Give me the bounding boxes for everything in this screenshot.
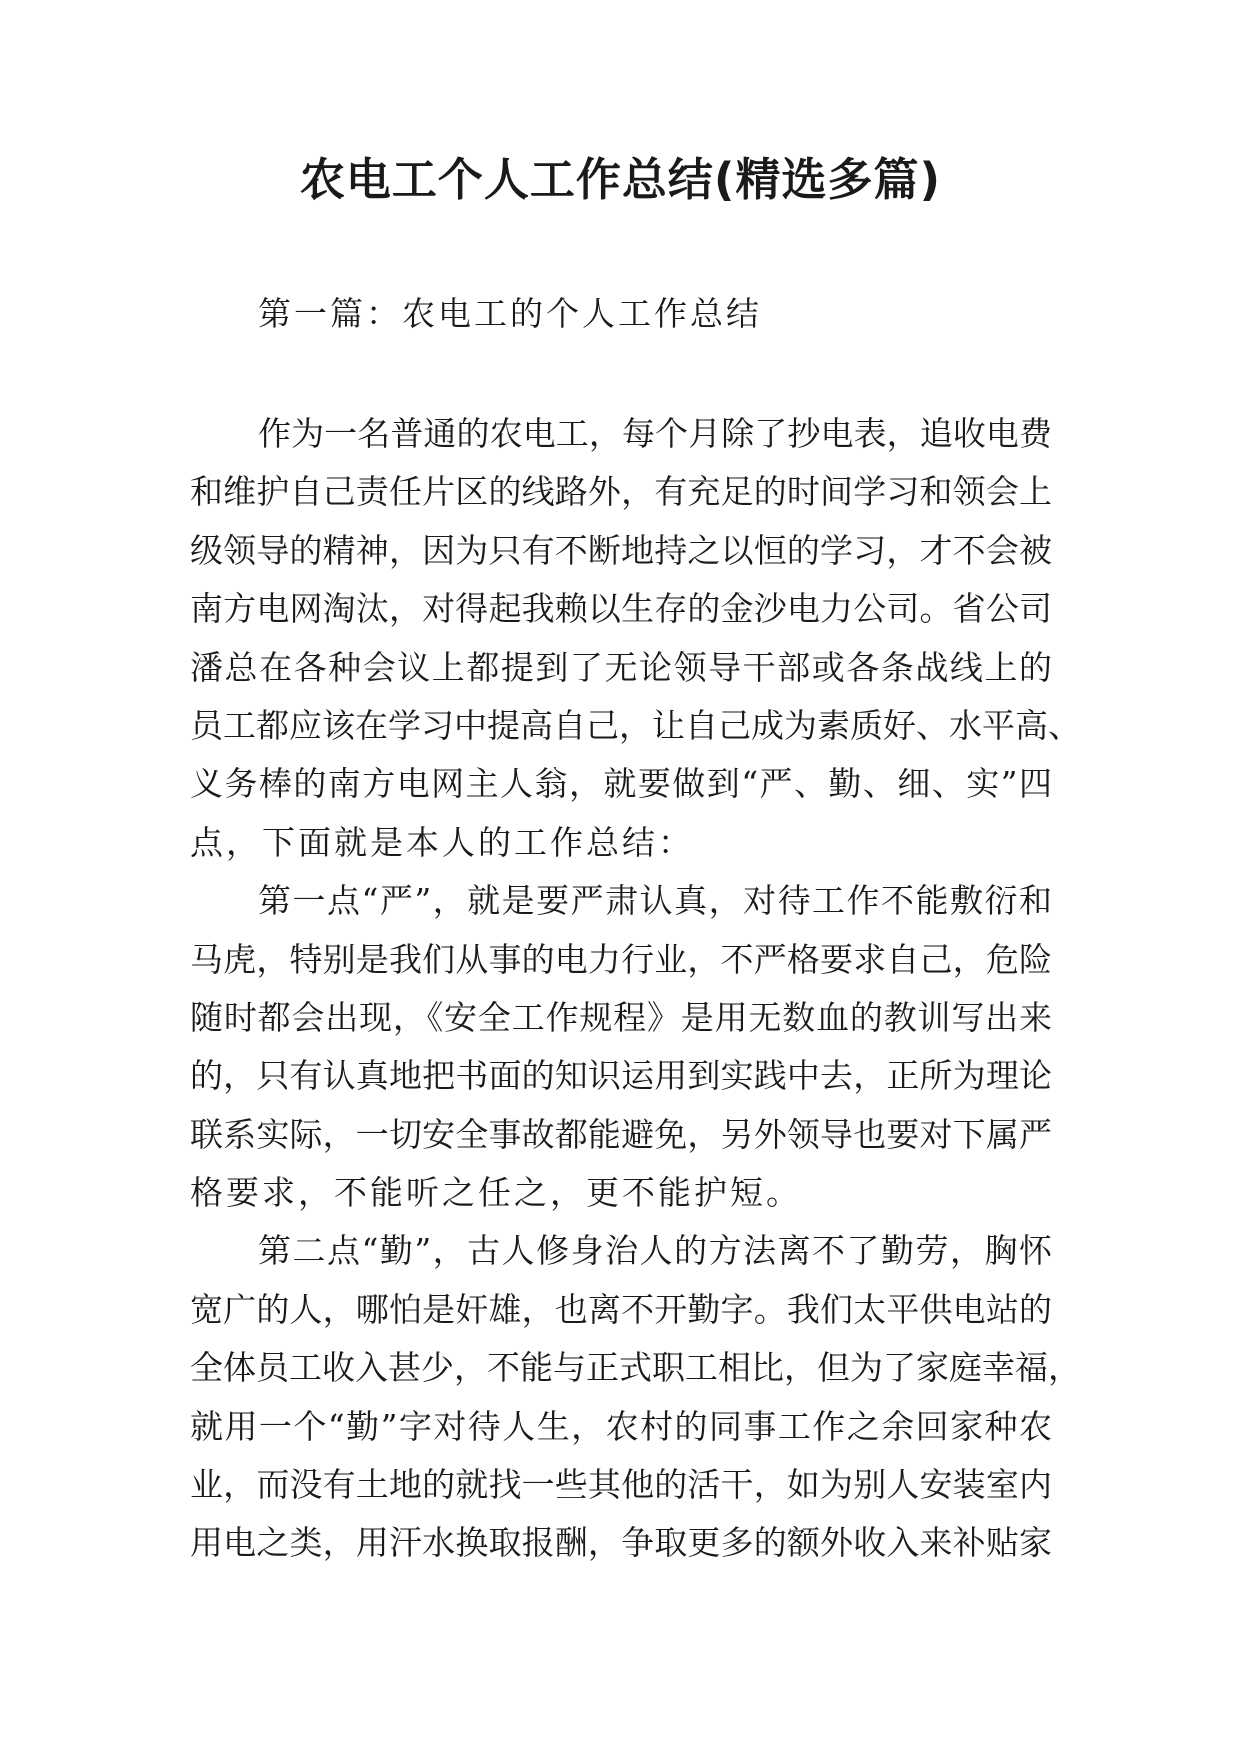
text-line: 级领导的精神，因为只有不断地持之以恒的学习，才不会被 [190,530,1052,570]
text-line: 第二点“勤”，古人修身治人的方法离不了勤劳，胸怀 [258,1231,1052,1271]
text-line: 第一点“严”，就是要严肃认真，对待工作不能敷衍和 [258,881,1052,921]
text-line: 员工都应该在学习中提高自己，让自己成为素质好、水平高、 [190,705,1081,745]
text-line: 业，而没有土地的就找一些其他的活干，如为别人安装室内 [190,1465,1052,1505]
section-heading: 第一篇：农电工的个人工作总结 [258,294,762,333]
document-body [190,405,1081,1573]
text-line: 随时都会出现，《安全工作规程》是用无数血的教训写出来 [190,997,1052,1037]
text-line: 和维护自己责任片区的线路外，有充足的时间学习和领会上 [190,472,1052,512]
text-line: 潘总在各种会议上都提到了无论领导干部或各条战线上的 [190,647,1052,687]
text-line: 南方电网淘汰，对得起我赖以生存的金沙电力公司。省公司 [190,589,1052,629]
paragraph-3 [190,1222,1081,1572]
text-line: 宽广的人，哪怕是奸雄，也离不开勤字。我们太平供电站的 [190,1289,1052,1329]
text-line: 点，下面就是本人的工作总结： [190,822,694,862]
text-line: 义务棒的南方电网主人翁，就要做到“严、勤、细、实”四 [190,764,1052,804]
text-line: 格要求，不能听之任之，更不能护短。 [190,1173,802,1213]
text-line: 马虎，特别是我们从事的电力行业，不严格要求自己，危险 [190,939,1052,979]
document-title: 农电工个人工作总结(精选多篇) [299,153,942,206]
text-line: 作为一名普通的农电工，每个月除了抄电表，追收电费 [258,414,1052,453]
paragraph-1 [190,405,1081,872]
text-line: 就用一个“勤”字对待人生，农村的同事工作之余回家种农 [190,1406,1052,1446]
text-line: 联系实际，一切安全事故都能避免，另外领导也要对下属严 [190,1114,1052,1154]
text-line: 的，只有认真地把书面的知识运用到实践中去，正所为理论 [190,1056,1052,1096]
text-line: 用电之类，用汗水换取报酬，争取更多的额外收入来补贴家 [190,1523,1052,1563]
paragraph-2 [190,872,1052,1222]
text-line: 全体员工收入甚少，不能与正式职工相比，但为了家庭幸福， [190,1348,1081,1388]
